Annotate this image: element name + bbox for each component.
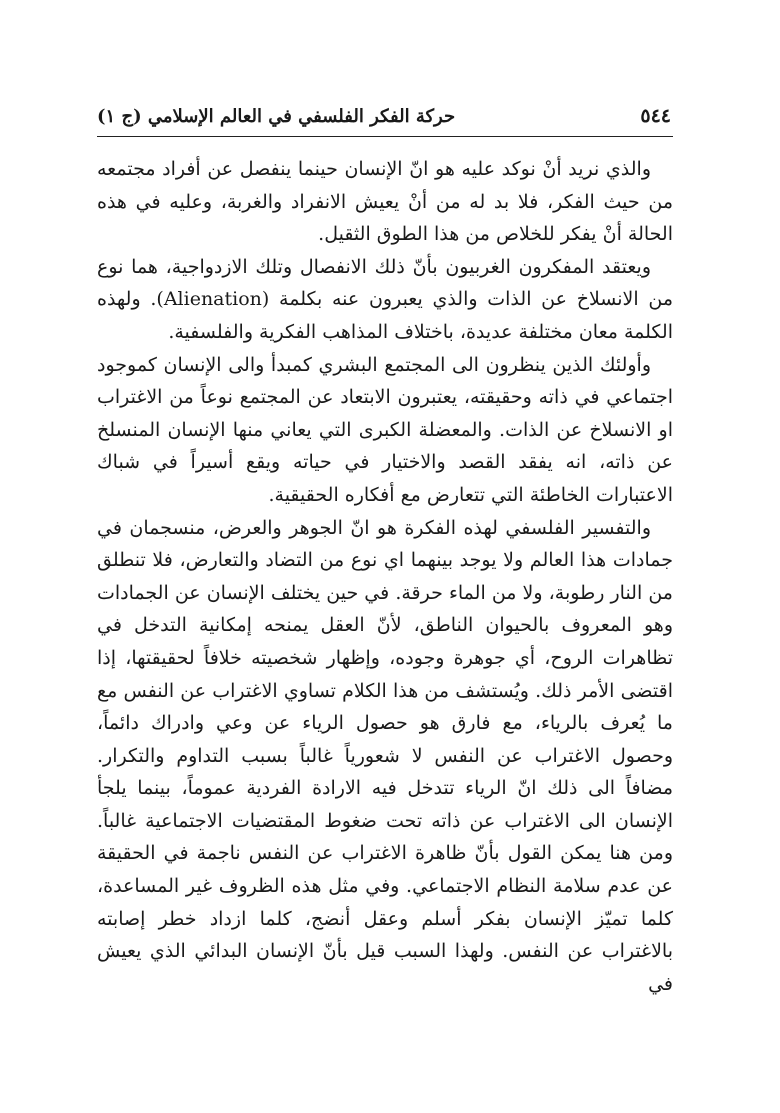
paragraph: وأولئك الذين ينظرون الى المجتمع البشري كمبدأ والى الإنسان كموجود اجتماعي في ذاته وحقيقته، يعتبرون الابتعاد عن المجتمع نوعاً من الاغتراب او الانسلاخ عن الذات. والمعضلة الكبرى التي يعاني منها الإنسان المنسلخ عن ذاته، انه يفقد القصد والاختيار في حياته ويقع أسيراً في شباك الاعتبارات الخاطئة التي تتعارض مع أفكاره الحقيقية. [97, 353, 673, 506]
paragraph: ويعتقد المفكرون الغربيون بأنّ ذلك الانفصال وتلك الازدواجية، هما نوع من الانسلاخ عن الذات والذي يعبرون عنه بكلمة (Alienation). ولهذه الكلمة معان مختلفة عديدة، باختلاف المذاهب الفكرية والفلسفية. [97, 255, 673, 343]
paragraph: والذي نريد أنْ نوكد عليه هو انّ الإنسان حينما ينفصل عن أفراد مجتمعه من حيث الفكر، فلا بد له من أنْ يعيش الانفراد والغربة، وعليه في هذه الحالة أنْ يفكر للخلاص من هذا الطوق الثقيل. [97, 158, 673, 246]
paragraph: والتفسير الفلسفي لهذه الفكرة هو انّ الجوهر والعرض، منسجمان في جمادات هذا العالم ولا يوجد بينهما اي نوع من التضاد والتعارض، فلا تنطلق من النار رطوبة، ولا من الماء حرقة. في حين يختلف الإنسان عن الجمادات وهو المعروف بالحيوان الناطق، لأنّ العقل يمنحه إمكانية التدخل في تظاهرات الروح، أي جوهرة وجوده، وإظهار شخصيته خلافاً لحقيقتها، إذا اقتضى الأمر ذلك. ويُستشف من هذا الكلام تساوي الاغتراب عن النفس مع ما يُعرف بالرياء، مع فارق هو حصول الرياء عن وعي وادراك دائماً، وحصول الاغتراب عن النفس لا شعورياً غالباً بسبب التداوم والتكرار. مضافاً الى ذلك انّ الرياء تتدخل فيه الارادة الفردية عموماً، بينما يلجأ الإنسان الى الاغتراب عن ذاته تحت ضغوط المقتضيات الاجتماعية غالباً. ومن هنا يمكن القول بأنّ ظاهرة الاغتراب عن النفس ناجمة في الحقيقة عن عدم سلامة النظام الاجتماعي. وفي مثل هذه الظروف غير المساعدة، كلما تميّز الإنسان بفكر أسلم وعقل أنضج، كلما ازداد خطر إصابته بالاغتراب عن النفس. ولهذا السبب قيل بأنّ الإنسان البدائي الذي يعيش في [97, 516, 673, 995]
body-text [97, 153, 673, 1000]
book-title: حركة الفكر الفلسفي في العالم الإسلامي (ج ١) [97, 105, 456, 127]
running-header [97, 96, 671, 136]
header-rule [97, 136, 673, 137]
page-number: ٥٤٤ [640, 105, 671, 127]
